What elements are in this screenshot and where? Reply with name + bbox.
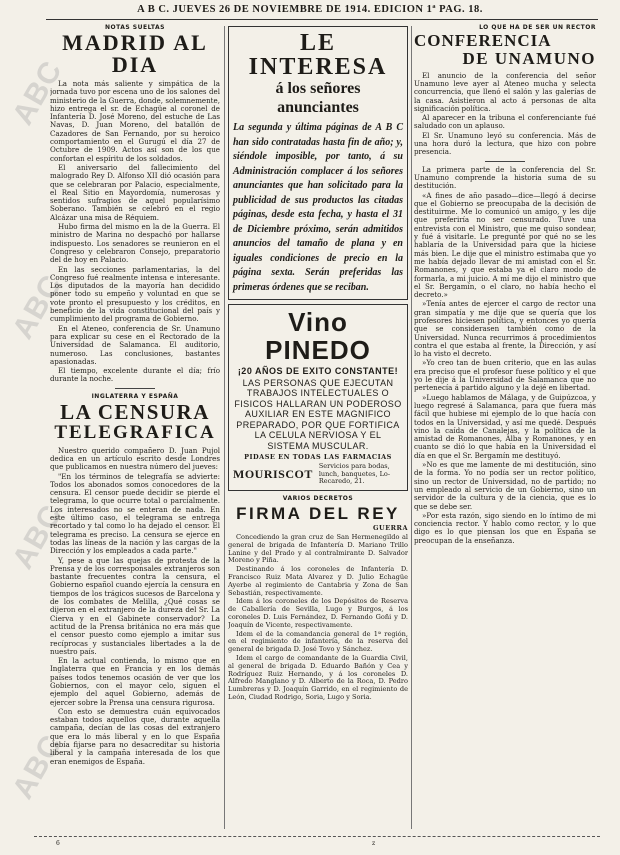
- advert-text: Servicios para bodas, lunch, banquetes, Lo-Recaredo, 21.: [318, 462, 391, 486]
- separator: [485, 161, 525, 162]
- article-paragraph: El anuncio de la conferencia del señor Unamuno leve ayer al Ateneo mucha y selecta concurrencia, que llenó el salón y las galerías de la casa. Asistieron al acto á personas de alta significación política.: [414, 70, 596, 113]
- article-paragraph: »Por esta razón, sigo siendo en lo íntimo de mi conciencia rector. Y hablo como rector, y lo que digo es lo que piensan los que en España se preocupan de la enseñanza.: [414, 510, 596, 545]
- watermark: ABC: [6, 499, 69, 575]
- article-paragraph: »Luego hablamos de Málaga, y de Guipúzcoa, y luego regresé á Salamanca, para que fuera más fácil que hubiese mi ejemplo de lo que hacía con todos en la Universidad, y así me quedé. Después vino la caída de Canalejas, y la política de la amistad de Romanones, Alba y Romanones, y en cuanto se dió lo que había en la Universidad el día en que el Sr. Bergamín me destituyó.: [414, 392, 596, 460]
- article-paragraph: Destinando á los coroneles de Infantería D. Francisco Ruiz Mata Alvarez y D. Julio Echagüe Ayerbe al regimiento de Cantabria y Zona de San Sebastián, respectivamente.: [228, 565, 408, 597]
- section-label: GUERRA: [372, 523, 408, 532]
- article-paragraph: »Tenía antes de ejercer el cargo de rector una gran simpatía y me dije que se quería que los profesores hiciesen política, y entonces yo quería que se considerasen también como de la Universidad. Nunca recurrimos á procedimientos contra el que estaba al frente, la Dirección, y así lo ha visto el decreto.: [414, 299, 596, 359]
- article-paragraph: »Yo creo tan de buen criterio, que en las aulas era preciso que el profesor fuese político y el que yo le dije á la Universidad de Salamanca que no pertenecía á partido alguno y la dejé en libertad.: [414, 358, 596, 393]
- article-paragraph: Concediendo la gran cruz de San Hermenegildo al general de brigada de Infantería D. Mariano Trillo Lanine y del Prado y al contralmirante D. Salvador Moreno y Piña.: [228, 532, 408, 565]
- advert-subheadline: á los señores anunciantes: [275, 80, 361, 117]
- article-paragraph: La nota más saliente y simpática de la jornada tuvo por escena uno de los salones del ministerio de la Guerra, donde, solemnemente, hizo entrega el sr. de Echagüe al coronel de Infantería D. José Moreno, del estuche de Las Navas, D. Juan Moreno, del batallón de Cazadores de San Fernando, por su heroico comportamiento en el Gurugú el día 27 de Octubre de 1909. Actos así son de los que confortan el espíritu de los soldados.: [50, 79, 220, 163]
- column-divider: [411, 26, 412, 829]
- advert-footer: PIDASE EN TODAS LAS FARMACIAS: [244, 453, 392, 462]
- watermark: ABC: [6, 55, 69, 131]
- article-headline: FIRMA DEL REY: [236, 503, 400, 523]
- article-paragraph: Nuestro querido compañero D. Juan Pujol dedica en un artículo escrito desde Londres que publicamos en nuestra número del jueves:: [50, 445, 220, 472]
- watermark: ABC: [6, 269, 69, 345]
- top-rule: [46, 19, 598, 20]
- article-paragraph: "En los términos de telegrafía se advierte: Todos los abonados somos conocedores de la censura. El censor puede decidir se pierde el telegrama, lo que ocurre total o parcialmente. Los interesados no se enteran de nada. En este último caso, el telegrama se entrega recortado y tal como lo ha dejado el censor. El telegrama es preciso. La censura se ejerce en todas las líneas de la nación y las cargas de la Dirección y los empleados a cada parte.": [50, 471, 220, 556]
- column-center: [228, 22, 408, 833]
- article-paragraph: «A fines de año pasado—dice—llegó á decirse que el Gobierno se preocupaba de la decisión de destituirme. Me lo comunicó un amigo, y les dije que preferiría no ser censurado. Tuve una entrevista con el Ministro, que me quiso sondear, y fué á visitarle. Le pregunté por qué no se les hablaría de la Universidad para que la hiciese más bien. Le dije que el ministro estimaba que yo me había dejado llevar de mi amistad con el Sr. Romanones, y que estaba ya el claro modo de formarla, a mi juicio. A mí me dijo el ministro que el Sr. Bergamín, o el claro, no había hecho el decreto.»: [414, 190, 596, 300]
- article-headline-continued: DE UNAMUNO: [462, 48, 596, 68]
- advert-text: La segunda y última páginas de A B C han sido contratadas hasta fin de año; y, siéndole imposible, por tanto, á su Administración complacer á los señores anunciantes que han solicitado para la publicidad de sus productos las citadas páginas, desde esta fecha, y hasta el 31 de Diciembre próximo, serán admitidos anuncios del tamaño de plana y en iguales condiciones de precio en la página sexta. Serán preferidas las primeras órdenes que se reciban.: [233, 122, 403, 293]
- column-left: [50, 22, 220, 833]
- article-headline: CONFERENCIA: [414, 31, 552, 50]
- article-headline: LA CENSURA: [60, 399, 210, 424]
- article-paragraph: Idem el cargo de comandante de la Guardia Civil, al general de brigada D. Eduardo Bañón y Cea y Rodríguez Ruiz Hernando, y á los coroneles D. Alfredo Manglano y D. Alberto de la Roca, D. Pedro Lumbreras y D. Joaquín Garrido, en el regimiento de León, Ciudad Rodrigo, Soria, Lugo y Soria.: [228, 653, 408, 701]
- advert-box: [228, 26, 408, 300]
- article-headline-continued: TELEGRAFICA: [54, 421, 216, 443]
- advert-text: LAS PERSONAS QUE EJECUTAN TRABAJOS INTELECTUALES O FISICOS HALLARAN UN PODEROSO AUXILIAR EN ESTE MAGNIFICO PREPARADO, POR QUE FORTIFICA LA CELULA NERVIOSA Y EL SISTEMA MUSCULAR.: [234, 377, 402, 451]
- section-kicker: INGLATERRA Y ESPAÑA: [91, 392, 179, 400]
- article-paragraph: »No es que me lamente de mi destitución, sino de la forma. Yo no podía ser un rector político, sino un rector de Universidad, no de partido; no un empleado al servicio de un Gobierno, sino un servidor de la cultura y de la ciencia, que es lo que se debe ser.: [414, 460, 596, 511]
- article-paragraph: El Sr. Unamuno leyó su conferencia. Más de una hora duró la lectura, que hizo con pobre presencia.: [414, 130, 596, 157]
- separator: [115, 388, 155, 389]
- article-paragraph: En la actual contienda, lo mismo que en Inglaterra que en Francia y en los demás países todos tenemos ocasión de ver que los Gobiernos, con el mayor celo, siguen el ejemplo del aquel Gobierno, además de ejercer sobre la Prensa una censura rigurosa.: [50, 656, 220, 707]
- advert-headline: LE INTERESA: [248, 30, 388, 80]
- section-kicker: LO QUE HA DE SER UN RECTOR: [479, 24, 596, 31]
- watermark: ABC: [6, 729, 69, 805]
- footer-mark: z: [372, 840, 376, 847]
- advert-box: [228, 304, 408, 491]
- article-paragraph: Con esto se demuestra cuán equivocados estaban todos aquellos que, durante aquella campaña, decían de las cosas del extranjero que era lo más liberal y en lo que España debía fijarse para no desacreditar su historia liberal y la campaña interesada de los que eran enemigos de España.: [50, 706, 220, 766]
- article-paragraph: El aniversario del fallecimiento del malogrado Rey D. Alfonso XII dió ocasión para que se celebraran por Palacio, especialmente, el Real Sitio en Mayordomía, numerosas y sentidos sufragios de aquel popularísimo Soberano. También se celebró en el regio Alcázar una misa de Réquiem.: [50, 162, 220, 222]
- advert-brand: Vino PINEDO: [265, 307, 371, 365]
- advert-tagline: ¡20 AÑOS DE EXITO CONSTANTE!: [237, 365, 399, 376]
- section-kicker: NOTAS SUELTAS: [104, 24, 166, 31]
- article-paragraph: Idem el de la comandancia general de 1ª región, en el regimiento de infantería, de la reserva del general de brigada D. José Tovo y Sánchez.: [228, 629, 408, 654]
- column-divider: [224, 26, 225, 829]
- article-paragraph: En las secciones parlamentarias, la del Congreso fué realmente intensa e interesante. Los diputados de la mayoría han decidido poner todo su empeño y voluntad en que se vote pronto el presupuesto y los créditos, en beneficio de la vida constitucional del país y cumplimiento del programa de Gobierno.: [50, 264, 220, 324]
- article-paragraph: Hubo firma del mismo en la de la Guerra. El ministro de Marina no despachó por hallarse indispuesto. Los senadores se reunieron en el Congreso y celebraron Consejo, preparatorio del de hoy en Palacio.: [50, 222, 220, 265]
- advert-row: [233, 463, 403, 486]
- column-right: [414, 22, 596, 833]
- page-masthead: A B C. JUEVES 26 DE NOVIEMBRE DE 1914. EDICION 1ª PAG. 18.: [137, 4, 483, 15]
- article-paragraph: Al aparecer en la tribuna el conferenciante fué saludado con un aplauso.: [414, 113, 596, 131]
- footer-mark: 6: [56, 840, 60, 847]
- article-paragraph: El tiempo, excelente durante el día; frío durante la noche.: [50, 366, 220, 384]
- article-paragraph: Idem á los coroneles de los Depósitos de Reserva de Caballería de Sevilla, Lugo y Burgos, á los coroneles D. Luis Fernández, D. Fernando Goñi y D. Joaquín de Vicente, respectivamente.: [228, 597, 408, 629]
- section-kicker: VARIOS DECRETOS: [282, 494, 354, 502]
- article-headline: MADRID AL DIA: [62, 30, 208, 77]
- article-paragraph: En el Ateneo, conferencia de Sr. Unamuno para explicar su cese en el Rectorado de la Universidad de Salamanca. El auditorio, numeroso. Las conclusiones, bastantes apasionadas.: [50, 323, 220, 366]
- article-paragraph: Y, pese a que las quejas de protesta de la Prensa y de los corresponsales extranjeros son bastante frecuentes contra la censura, el Gobierno español cuando ejercía la censura en tiempos de los trágicos sucesos de Barcelona y de los combates de Melilla, ¿Qué cosas se dijeron en el extranjero de la dureza del Sr. La Cierva y en el Gabinete conservador? La actitud de la Prensa británica no era más que el censor puesto como ejemplo a imitar sus recíprocas y sustanciales libertades a la de nuestro país.: [50, 555, 220, 656]
- bottom-rule: [34, 836, 600, 837]
- advert-brand: MOURISCOT: [233, 467, 313, 482]
- article-paragraph: La primera parte de la conferencia del Sr. Unamuno comprende la historia suma de su destitución.: [414, 164, 596, 191]
